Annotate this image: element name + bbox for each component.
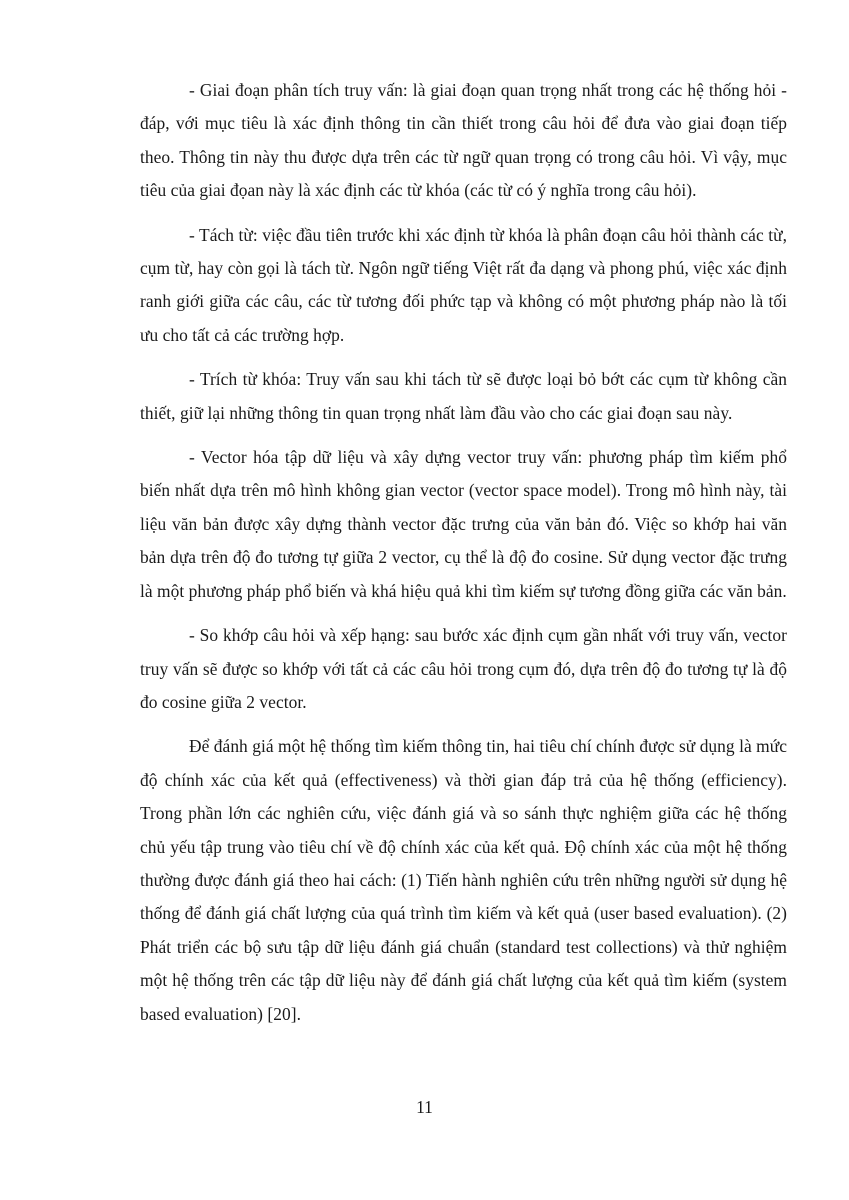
document-body bbox=[140, 74, 787, 1042]
paragraph-keyword-extraction: - Trích từ khóa: Truy vấn sau khi tách từ sẽ được loại bỏ bớt các cụm từ không cần thiết, giữ lại những thông tin quan trọng nhất làm đầu vào cho các giai đoạn sau này. bbox=[140, 369, 787, 423]
paragraph-matching-ranking: - So khớp câu hỏi và xếp hạng: sau bước xác định cụm gần nhất với truy vấn, vector truy vấn sẽ được so khớp với tất cả các câu hỏi trong cụm đó, dựa trên độ đo tương tự là độ đo cosine giữa 2 vector. bbox=[140, 625, 787, 712]
paragraph-word-segmentation: - Tách từ: việc đầu tiên trước khi xác định từ khóa là phân đoạn câu hỏi thành các từ, cụm từ, hay còn gọi là tách từ. Ngôn ngữ tiếng Việt rất đa dạng và phong phú, việc xác định ranh giới giữa các câu, các từ tương đối phức tạp và không có một phương pháp nào là tối ưu cho tất cả các trường hợp. bbox=[140, 224, 787, 345]
paragraph-query-analysis: - Giai đoạn phân tích truy vấn: là giai đoạn quan trọng nhất trong các hệ thống hỏi - đáp, với mục tiêu là xác định thông tin cần thiết trong câu hỏi để đưa vào giai đoạn tiếp theo. Thông tin này thu được dựa trên các từ ngữ quan trọng có trong câu hỏi. Vì vậy, mục tiêu của giai đọan này là xác định các từ khóa (các từ có ý nghĩa trong câu hỏi). bbox=[140, 80, 787, 201]
paragraph-evaluation: Để đánh giá một hệ thống tìm kiếm thông tin, hai tiêu chí chính được sử dụng là mức độ chính xác của kết quả (effectiveness) và thời gian đáp trả của hệ thống (efficiency). Trong phần lớn các nghiên cứu, việc đánh giá và so sánh thực nghiệm giữa các hệ thống chủ yếu tập trung vào tiêu chí về độ chính xác của kết quả. Độ chính xác của một hệ thống thường được đánh giá theo hai cách: (1) Tiến hành nghiên cứu trên những người sử dụng hệ thống để đánh giá chất lượng của quá trình tìm kiếm và kết quả (user based evaluation). (2) Phát triển các bộ sưu tập dữ liệu đánh giá chuẩn (standard test collections) và thử nghiệm một hệ thống trên các tập dữ liệu này để đánh giá chất lượng của kết quả tìm kiếm (system based evaluation) [20]. bbox=[140, 736, 787, 1024]
page-number: 11 bbox=[416, 1097, 433, 1117]
paragraph-vectorization: - Vector hóa tập dữ liệu và xây dựng vector truy vấn: phương pháp tìm kiếm phổ biến nhất dựa trên mô hình không gian vector (vector space model). Trong mô hình này, tài liệu văn bản được xây dựng thành vector đặc trưng của văn bản đó. Việc so khớp hai văn bản dựa trên độ đo tương tự giữa 2 vector, cụ thể là độ đo cosine. Sử dụng vector đặc trưng là một phương pháp phổ biến và khá hiệu quả khi tìm kiếm sự tương đồng giữa các văn bản. bbox=[140, 447, 787, 601]
